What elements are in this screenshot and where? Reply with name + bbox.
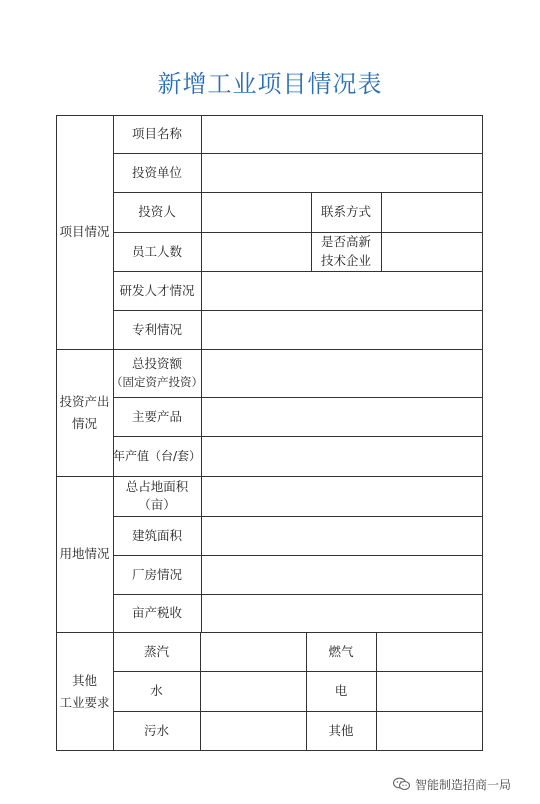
section-invest-output-label: 投资产出 情况 [59,394,110,431]
field-label-patent: 专利情况 [131,321,182,337]
field-label-investor-unit: 投资单位 [131,164,182,180]
form-table [56,115,483,751]
field-label-factory: 厂房情况 [131,566,182,582]
field-label-annual-output: 年产值（台/套） [112,448,202,463]
field-label-rd-talent: 研发人才情况 [119,282,195,298]
field-label-electricity: 电 [334,683,348,699]
field-label-contact: 联系方式 [320,204,371,220]
field-label-project-name: 项目名称 [131,126,182,142]
field-label-steam: 蒸汽 [143,643,169,659]
section-other-label: 其他 工业要求 [59,673,110,710]
section-land-label: 用地情况 [59,546,110,562]
field-label-water: 水 [150,683,163,699]
field-label-building-area: 建筑面积 [131,527,182,543]
watermark-text: 智能制造招商一局 [415,777,512,792]
field-label-sewage: 污水 [143,723,169,739]
field-label-investor: 投资人 [138,204,176,220]
field-label-gas: 燃气 [328,643,354,659]
field-label-high-tech: 是否高新 技术企业 [320,234,371,268]
field-label-total-investment: 总投资额 （固定资产投资） [111,356,203,389]
field-label-employees: 员工人数 [131,243,182,259]
field-label-other: 其他 [328,723,354,739]
field-label-main-product: 主要产品 [131,408,182,424]
watermark [392,774,540,794]
field-label-tax-per-mu: 亩产税收 [131,605,182,621]
field-label-total-area: 总占地面积 （亩） [125,478,189,512]
section-project-label: 项目情况 [59,224,110,240]
page-title: 新增工业项目情况表 [157,70,383,98]
wechat-icon [392,777,412,791]
